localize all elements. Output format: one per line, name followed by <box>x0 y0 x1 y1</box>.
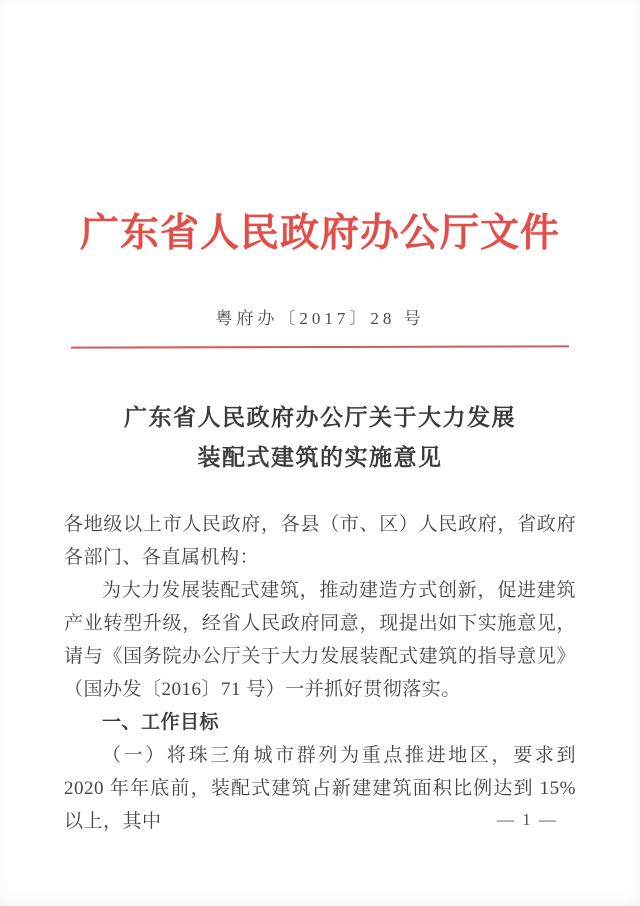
letterhead-title: 广东省人民政府办公厅文件 <box>79 212 560 255</box>
document-title-line-1: 广东省人民政府办公厅关于大力发展 <box>124 405 516 430</box>
document-reference-number: 粤府办〔2017〕28 号 <box>215 309 425 328</box>
page-number: — 1 — <box>497 810 558 829</box>
intro-paragraph: 为大力发展装配式建筑，推动建造方式创新，促进建筑产业转型升级，经省人民政府同意，现提出如下实施意见，请与《国务院办公厅关于大力发展装配式建筑的指导意见》（国办发〔2016〕71 号）一并抓好贯彻落实。 <box>64 580 576 700</box>
document-title <box>0 398 640 478</box>
document-title-line-2: 装配式建筑的实施意见 <box>197 445 443 470</box>
section-1-heading: 一、工作目标 <box>102 712 220 733</box>
document-body <box>64 508 576 838</box>
addressee-line: 各地级以上市人民政府，各县（市、区）人民政府，省政府各部门、各直属机构： <box>64 514 576 568</box>
red-divider-line <box>71 345 569 348</box>
section-1-item-1: （一）将珠三角城市群列为重点推进地区，要求到 2020 年年底前，装配式建筑占新建建筑面积比例达到 15% 以上，其中 <box>64 745 576 832</box>
